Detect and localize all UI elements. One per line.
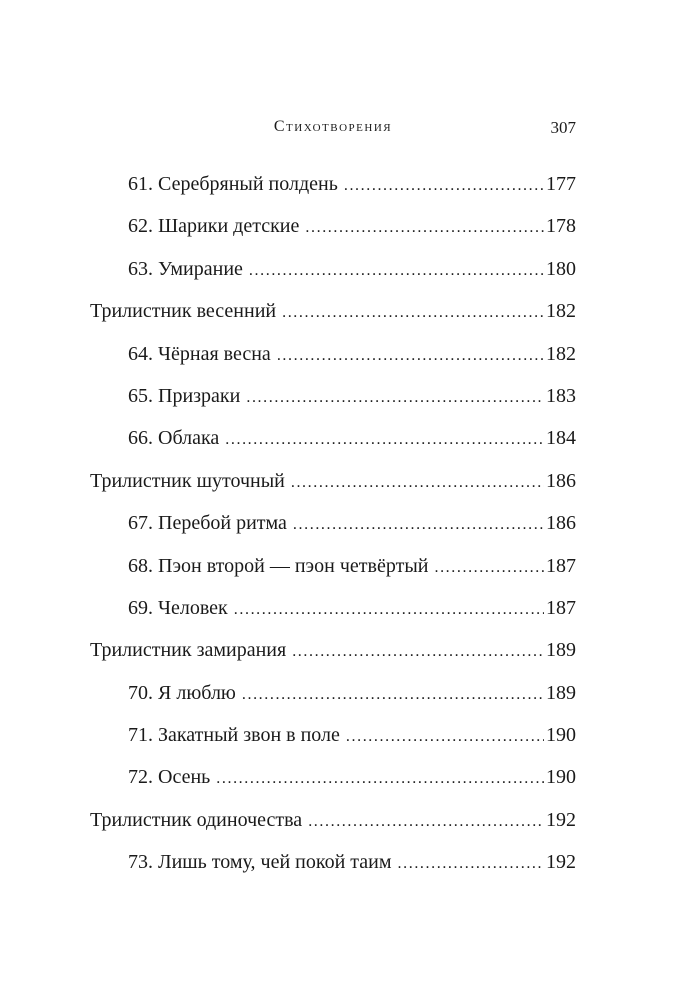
toc-entry-title: 61. Серебряный полдень — [128, 173, 338, 195]
toc-dot-leader — [291, 468, 544, 498]
toc-entry-title: 67. Перебой ритма — [128, 512, 287, 535]
toc-dot-leader — [292, 637, 544, 667]
toc-entry-66 — [90, 423, 576, 465]
toc-entry-70 — [90, 678, 576, 720]
toc-dot-leader — [277, 341, 544, 371]
toc-entry-68 — [90, 551, 576, 593]
toc-entry-page: 187 — [546, 596, 576, 619]
toc-entry-page: 182 — [546, 342, 576, 365]
toc-entry-63 — [90, 254, 576, 296]
toc-dot-leader — [246, 383, 544, 413]
toc-section-title: Трилистник замирания — [90, 639, 287, 662]
toc-entry-title: 73. Лишь тому, чей покой таим — [128, 851, 392, 874]
toc-entry-61 — [90, 169, 576, 211]
toc-entry-65 — [90, 381, 576, 423]
toc-entry-page: 177 — [546, 173, 576, 195]
toc-section-page: 182 — [546, 300, 576, 323]
running-title: Стихотворения — [273, 118, 393, 135]
toc-entry-page: 184 — [546, 427, 576, 450]
toc-section-fading — [90, 635, 576, 677]
toc-dot-leader — [216, 764, 544, 794]
toc-dot-leader — [346, 722, 544, 752]
toc-entry-title: 62. Шарики детские — [128, 215, 300, 238]
toc-entry-page: 180 — [546, 257, 576, 280]
toc-dot-leader — [305, 213, 544, 243]
toc-entry-title: 69. Человек — [128, 596, 228, 619]
toc-entry-64 — [90, 339, 576, 381]
toc-dot-leader — [234, 595, 544, 625]
toc-dot-leader — [344, 171, 544, 201]
toc-section-page: 189 — [546, 639, 576, 662]
toc-dot-leader — [249, 256, 544, 286]
toc-entry-title: 72. Осень — [128, 766, 211, 789]
toc-entry-page: 187 — [546, 554, 576, 577]
toc-dot-leader — [434, 553, 544, 583]
page-header — [90, 118, 576, 142]
toc-section-title: Трилистник весенний — [90, 300, 277, 323]
toc-entry-page: 183 — [546, 384, 576, 407]
toc-entry-title: 63. Умирание — [128, 257, 243, 280]
toc-entry-title: 64. Чёрная весна — [128, 342, 271, 365]
toc-entry-page: 192 — [546, 851, 576, 874]
toc-dot-leader — [308, 807, 544, 837]
toc-entry-62 — [90, 211, 576, 253]
toc-entry-72 — [90, 762, 576, 804]
toc-entry-page: 189 — [546, 681, 576, 704]
toc-section-title: Трилистник одиночества — [90, 808, 303, 831]
toc-entry-page: 186 — [546, 512, 576, 535]
toc-entry-title: 71. Закатный звон в поле — [128, 724, 340, 747]
toc-dot-leader — [293, 510, 544, 540]
toc-dot-leader — [282, 298, 544, 328]
toc-section-spring — [90, 296, 576, 338]
toc-entry-title: 70. Я люблю — [128, 681, 236, 704]
toc-section-loneliness — [90, 805, 576, 847]
toc-entry-page: 190 — [546, 724, 576, 747]
toc-entry-title: 66. Облака — [128, 427, 220, 450]
toc-entry-69 — [90, 593, 576, 635]
toc-entry-page: 178 — [546, 215, 576, 238]
toc-section-page: 192 — [546, 808, 576, 831]
toc-entry-page: 190 — [546, 766, 576, 789]
toc-dot-leader — [242, 680, 544, 710]
toc-dot-leader — [225, 425, 544, 455]
toc-dot-leader — [398, 849, 544, 879]
toc-section-title: Трилистник шуточный — [90, 469, 285, 492]
toc-entry-67 — [90, 508, 576, 550]
toc-entry-73 — [90, 847, 576, 889]
page-number: 307 — [550, 118, 576, 137]
toc-section-joking — [90, 466, 576, 508]
toc-entry-71 — [90, 720, 576, 762]
toc-entry-title: 65. Призраки — [128, 384, 241, 407]
toc-section-page: 186 — [546, 469, 576, 492]
toc-entry-title: 68. Пэон второй — пэон четвёртый — [128, 554, 429, 577]
table-of-contents — [90, 169, 576, 890]
